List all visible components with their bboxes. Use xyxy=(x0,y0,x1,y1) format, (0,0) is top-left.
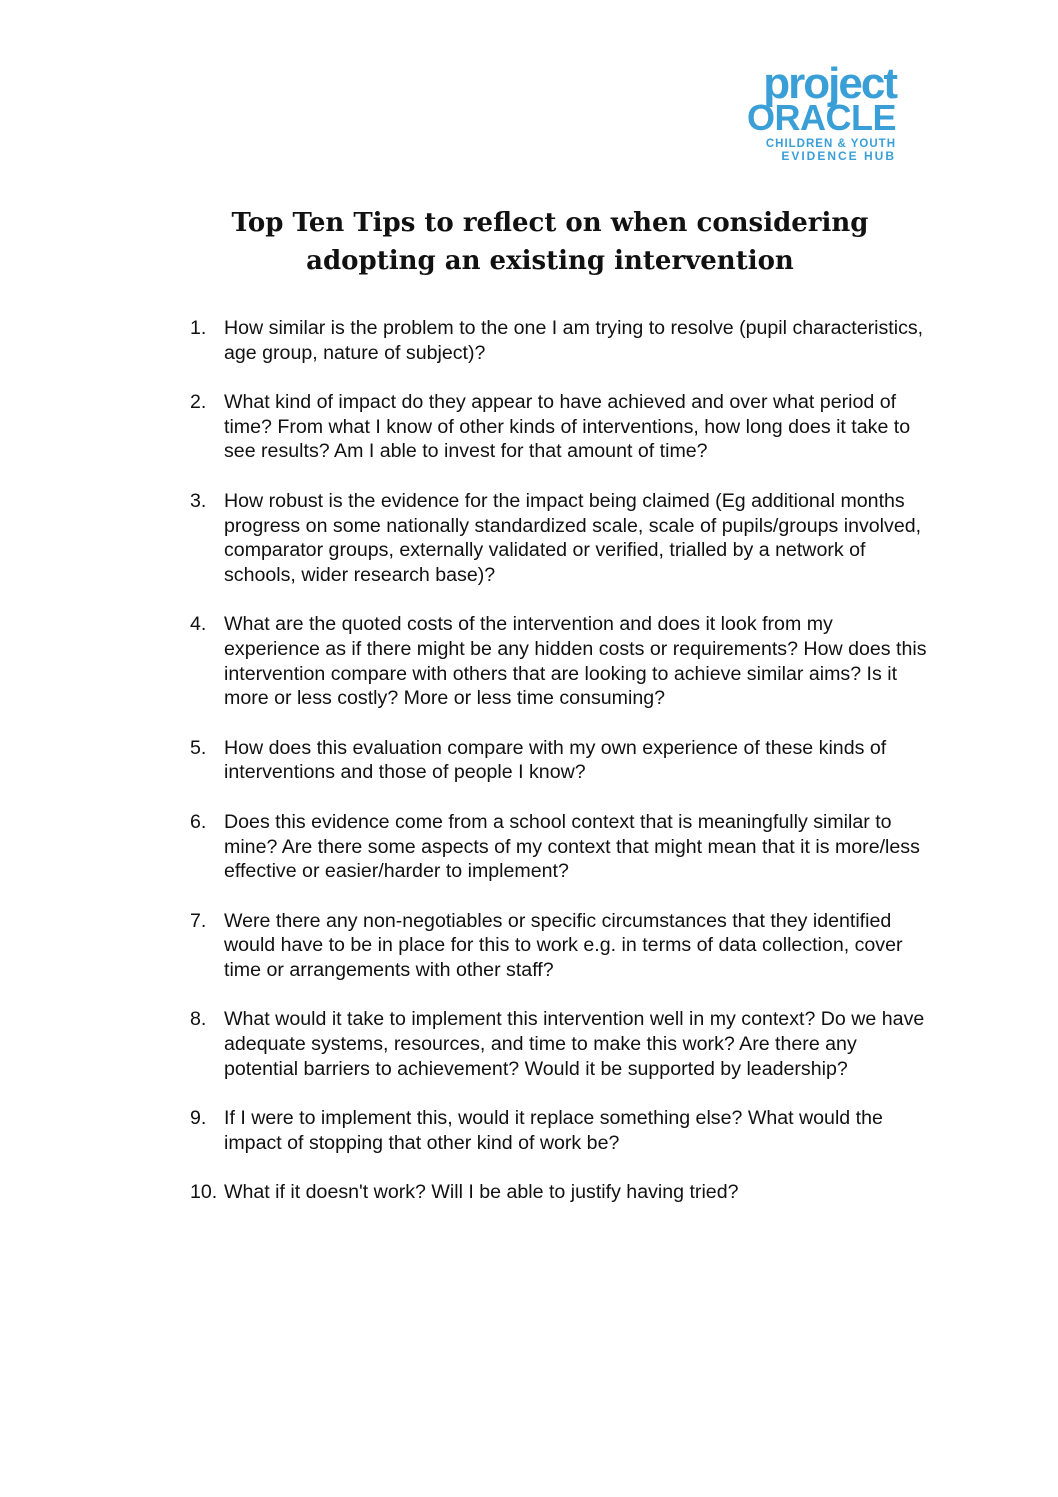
tip-item-3 xyxy=(190,489,930,587)
tip-number: 2. xyxy=(190,391,207,414)
logo-project-text: project xyxy=(763,59,896,108)
tips-list xyxy=(190,316,930,1230)
tip-text: What are the quoted costs of the intervention and does it look from my experience as if there might be any hidden costs or requirements? How does this intervention compare with others that are looking to achieve similar aims? Is it more or less costly? More or less time consuming? xyxy=(224,613,927,710)
tip-item-9 xyxy=(190,1106,930,1155)
tip-text: How does this evaluation compare with my own experience of these kinds of interventions and those of people I know? xyxy=(224,736,887,784)
tip-number: 5. xyxy=(190,736,207,759)
page-title-line-1: Top Ten Tips to reflect on when considering xyxy=(231,208,869,238)
tip-item-2 xyxy=(190,390,930,464)
tip-item-7 xyxy=(190,909,930,983)
page-title xyxy=(160,204,940,280)
tip-number: 4. xyxy=(190,613,207,636)
logo-children-youth-text: CHILDREN & YOUTH xyxy=(765,138,896,150)
tip-number: 6. xyxy=(190,810,207,833)
tip-text: What kind of impact do they appear to have achieved and over what period of time? From what I know of other kinds of interventions, how long does it take to see results? Am I able to invest for that amount of time? xyxy=(224,391,911,463)
tip-text: Were there any non-negotiables or specific circumstances that they identified would have to be in place for this to work e.g. in terms of data collection, cover time or arrangements with other staff? xyxy=(224,909,903,981)
tip-item-4 xyxy=(190,612,930,710)
tip-number: 1. xyxy=(190,317,207,339)
tip-text: If I were to implement this, would it replace something else? What would the impact of stopping that other kind of work be? xyxy=(224,1107,883,1154)
tip-number: 10. xyxy=(190,1181,218,1204)
page-title-line-2: adopting an existing intervention xyxy=(306,246,794,276)
tip-text: What would it take to implement this intervention well in my context? Do we have adequate systems, resources, and time to make this work? Are there any potential barriers to achievement? Would it be supported by leadership? xyxy=(224,1008,925,1080)
tip-item-5 xyxy=(190,736,930,785)
logo-evidence-hub-text: EVIDENCE HUB xyxy=(781,149,896,163)
tip-number: 9. xyxy=(190,1107,207,1130)
project-oracle-logo xyxy=(738,59,908,196)
tip-number: 8. xyxy=(190,1008,207,1031)
tip-text: How similar is the problem to the one I am trying to resolve (pupil characteristics, age group, nature of subject)? xyxy=(224,317,924,364)
tip-text: What if it doesn't work? Will I be able to justify having tried? xyxy=(224,1181,739,1204)
tip-text: How robust is the evidence for the impact being claimed (Eg additional months progress on some nationally standardized scale, scale of pupils/groups involved, comparator groups, externally validated or verified, trialled by a network of schools, wider research base)? xyxy=(224,489,922,586)
tip-item-10 xyxy=(190,1180,930,1205)
tip-item-6 xyxy=(190,810,930,884)
tip-number: 7. xyxy=(190,909,207,932)
tip-item-8 xyxy=(190,1007,930,1081)
tip-text: Does this evidence come from a school context that is meaningfully similar to mine? Are there some aspects of my context that might mean that it is more/less effective or easier/harder to implement? xyxy=(224,810,920,883)
tip-item-1 xyxy=(190,316,930,365)
tip-number: 3. xyxy=(190,489,207,512)
logo-oracle-text: ORACLE xyxy=(747,97,896,138)
